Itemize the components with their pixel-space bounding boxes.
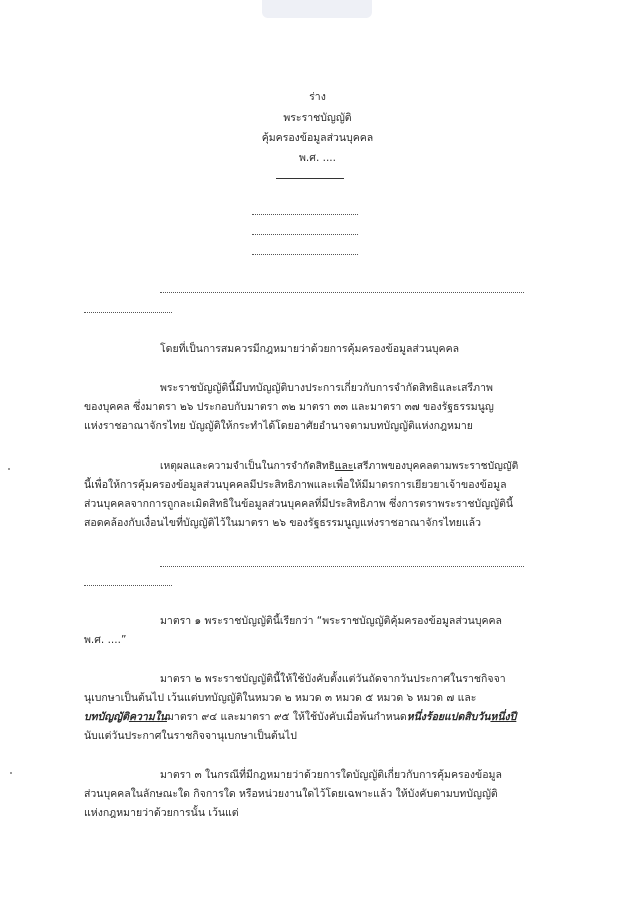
section-2-line-2: นุเบกษาเป็นต้นไป เว้นแต่บทบัญญัติในหมวด ๒ หมวด ๓ หมวด ๕ หมวด ๖ หมวด ๗ และ bbox=[84, 692, 477, 704]
reason-text: เหตุผลและความจำเป็นในการจำกัดสิทธิ bbox=[160, 460, 335, 472]
scan-stamp bbox=[262, 0, 372, 18]
section-2-line-1: มาตรา ๒ พระราชบัญญัตินี้ให้ใช้บังคับตั้งแต่วันถัดจากวันประกาศในราชกิจจา bbox=[160, 673, 506, 685]
section-2-line-3 bbox=[84, 708, 516, 727]
section-2-line-4: นับแต่วันประกาศในราชกิจจานุเบกษาเป็นต้นไป bbox=[84, 730, 297, 742]
section-2-underlined: ความใน bbox=[128, 711, 168, 723]
section-3-line-2: ส่วนบุคคลในลักษณะใด กิจการใด หรือหน่วยงานใดไว้โดยเฉพาะแล้ว ให้บังคับตามบทบัญญัติ bbox=[84, 788, 498, 800]
reason-line-3: ส่วนบุคคลจากการถูกละเมิดสิทธิในข้อมูลส่วนบุคคลที่มีประสิทธิภาพ ซึ่งการตราพระราชบัญญัตินี้ bbox=[84, 498, 514, 510]
margin-mark bbox=[8, 468, 10, 470]
restriction-line-3: แห่งราชอาณาจักรไทย บัญญัติให้กระทำได้โดยอาศัยอำนาจตามบทบัญญัติแห่งกฎหมาย bbox=[84, 420, 473, 432]
reason-text: เสรีภาพของบุคคลตามพระราชบัญญัติ bbox=[353, 460, 519, 472]
dotted-line bbox=[252, 254, 358, 255]
section-3-line-3: แห่งกฎหมายว่าด้วยการนั้น เว้นแต่ bbox=[84, 807, 239, 819]
draft-label: ร่าง bbox=[309, 91, 326, 103]
dotted-line bbox=[84, 312, 172, 313]
reason-line-2: นี้เพื่อให้การคุ้มครองข้อมูลส่วนบุคคลมีประสิทธิภาพและเพื่อให้มีมาตรการเยียวยาเจ้าของข้อมูล bbox=[84, 479, 507, 491]
reason-underlined-text: และ bbox=[334, 460, 354, 472]
restriction-line-2: ของบุคคล ซึ่งมาตรา ๒๖ ประกอบกับมาตรา ๓๒ มาตรา ๓๓ และมาตรา ๓๗ ของรัฐธรรมนูญ bbox=[84, 401, 494, 413]
section-3-line-1: มาตรา ๓ ในกรณีที่มีกฎหมายว่าด้วยการใดบัญญัติเกี่ยวกับการคุ้มครองข้อมูล bbox=[160, 769, 502, 781]
act-year: พ.ศ. .... bbox=[299, 152, 336, 164]
act-title: พระราชบัญญัติ bbox=[283, 112, 352, 124]
section-1-line-2: พ.ศ. ....” bbox=[84, 634, 127, 646]
restriction-line-1: พระราชบัญญัตินี้มีบทบัญญัติบางประการเกี่ยวกับการจำกัดสิทธิและเสรีภาพ bbox=[160, 382, 493, 394]
title-rule bbox=[276, 178, 344, 179]
preamble-text: โดยที่เป็นการสมควรมีกฎหมายว่าด้วยการคุ้มครองข้อมูลส่วนบุคคล bbox=[160, 343, 460, 355]
reason-line-1 bbox=[160, 457, 518, 476]
act-subject: คุ้มครองข้อมูลส่วนบุคคล bbox=[261, 132, 374, 144]
dotted-line bbox=[160, 566, 524, 567]
dotted-line bbox=[252, 214, 358, 215]
section-2-underlined: หนึ่งปี bbox=[490, 711, 517, 723]
section-2-text: มาตรา ๙๔ และมาตรา ๙๕ ให้ใช้บังคับเมื่อพ้นกำหนด bbox=[167, 711, 407, 723]
dotted-line bbox=[252, 234, 358, 235]
section-2-emphasis: หนึ่งร้อยแปดสิบวัน bbox=[406, 711, 491, 723]
section-1-line-1: มาตรา ๑ พระราชบัญญัตินี้เรียกว่า “พระราชบัญญัติคุ้มครองข้อมูลส่วนบุคคล bbox=[160, 615, 502, 627]
dotted-line bbox=[160, 292, 524, 293]
reason-line-4: สอดคล้องกับเงื่อนไขที่บัญญัติไว้ในมาตรา ๒๖ ของรัฐธรรมนูญแห่งราชอาณาจักรไทยแล้ว bbox=[84, 517, 482, 529]
margin-mark bbox=[10, 772, 12, 774]
section-2-emphasis: บทบัญญัติ bbox=[84, 711, 129, 723]
dotted-line bbox=[84, 585, 172, 586]
